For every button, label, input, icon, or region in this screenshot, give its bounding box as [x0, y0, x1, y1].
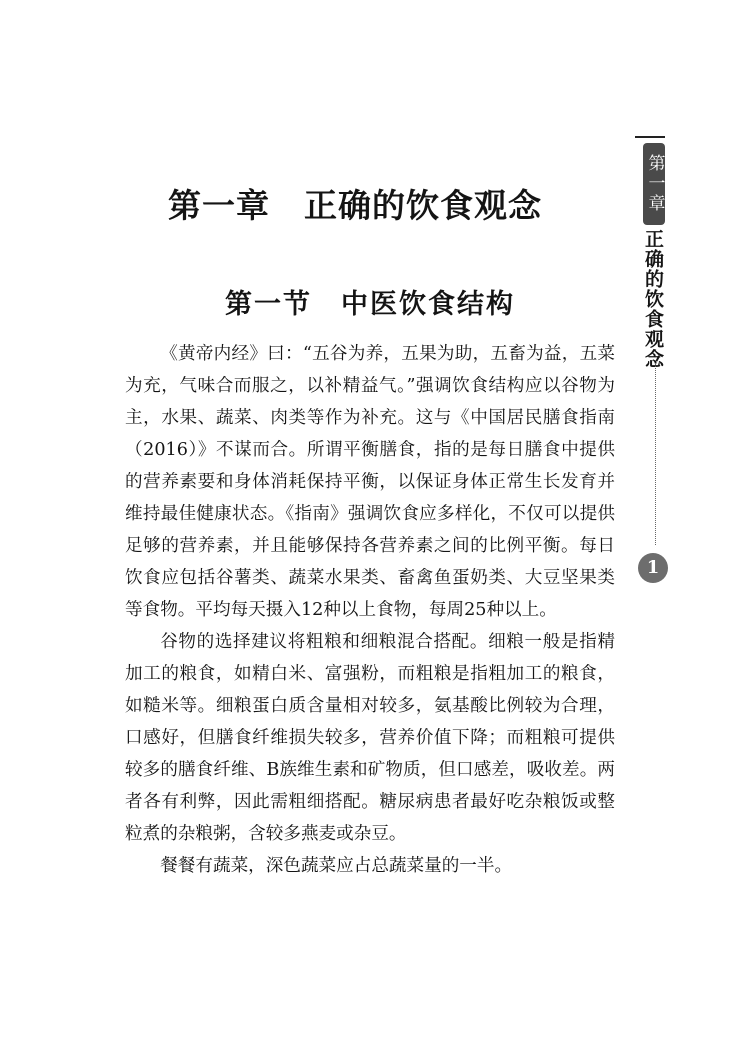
chapter-side-tab: [635, 125, 675, 595]
body-text: [125, 338, 615, 882]
paragraph-grain-selection: 谷物的选择建议将粗粮和细粮混合搭配。细粮一般是指精加工的粮食，如精白米、富强粉，而粗粮是指粗加工的粮食，如糙米等。细粮蛋白质含量相对较多，氨基酸比例较为合理，口感好，但膳食纤维损失较多，营养价值下降；而粗粮可提供较多的膳食纤维、B族维生素和矿物质，但口感差，吸收差。两者各有利弊，因此需粗细搭配。糖尿病患者最好吃杂粮饭或整粒煮的杂粮粥，含较多燕麦或杂豆。: [125, 632, 615, 844]
side-tab-chapter-title: 正确的饮食观念: [642, 229, 664, 369]
page-number-badge: 1: [638, 553, 668, 583]
section-title: 第一节 中医饮食结构: [225, 289, 515, 320]
chapter-title: 第一章 正确的饮食观念: [168, 186, 542, 225]
paragraph-vegetables: 餐餐有蔬菜，深色蔬菜应占总蔬菜量的一半。: [160, 856, 513, 876]
side-tab-rule: [635, 136, 665, 138]
side-tab-dotted-line: [655, 363, 656, 545]
paragraph-dietary-structure: 《黄帝内经》曰：“五谷为养，五果为助，五畜为益，五菜为充，气味合而服之，以补精益气。”强调饮食结构应以谷物为主，水果、蔬菜、肉类等作为补充。这与《中国居民膳食指南（2016）》不谋而合。所谓平衡膳食，指的是每日膳食中提供的营养素要和身体消耗保持平衡，以保证身体正常生长发育并维持最佳健康状态。《指南》强调饮食应多样化，不仅可以提供足够的营养素，并且能够保持各营养素之间的比例平衡。每日饮食应包括谷薯类、蔬菜水果类、畜禽鱼蛋奶类、大豆坚果类等食物。平均每天摄入12种以上食物，每周25种以上。: [125, 344, 615, 620]
chapter-label-badge: 第一章: [643, 143, 665, 225]
